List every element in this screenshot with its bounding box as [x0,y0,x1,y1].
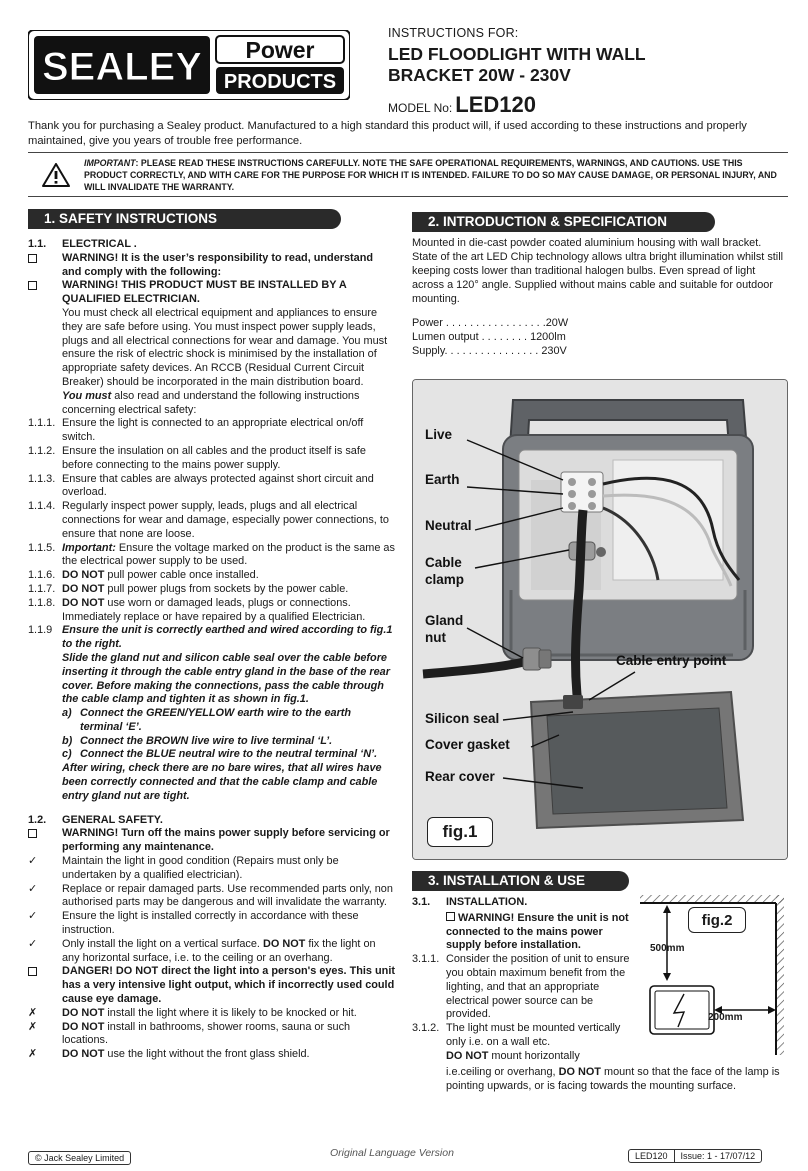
installation-instructions: 3.1. INSTALLATION. WARNING! Ensure the unit is not connected to the mains power supply before installation. 3.1.1. Consider the position of unit to ensure you obtain maximum benefit from the lighting, and that an appropriate electrical power source can be provided. 3.1.2. The light must be mounted vertically only i.e. on a wall etc. DO NOT mount horizontally [412,896,630,1062]
wiring-photo-illustration [413,380,788,860]
tick-icon: ✓ [28,882,38,895]
product-description: Mounted in die-cast powder coated aluminium housing with wall bracket. State of the art LED Chip technology allows ultra bright illumination whilst still keeping costs lower than traditional halogen bulbs. Even spread of light across a 120° angle. Supplied without mains cable and suitable for outdoor mounting. [412,237,784,305]
logo-products-text: PRODUCTS [223,71,337,93]
cross-icon: ✗ [28,1006,38,1019]
figure-2-mounting-clearance [636,893,788,1058]
figure-2-tag: fig.2 [688,907,746,933]
intro-paragraph: Thank you for purchasing a Sealey product. Manufactured to a high standard this product will, if used according to these instructions and properly maintained, give you years of trouble free performance. [28,120,747,147]
sealey-logo [28,30,350,100]
spec-row-power: Power . . . . . . . . . . . . . . . . .20W [412,317,569,329]
spec-row-supply: Supply. . . . . . . . . . . . . . . . 230V [412,345,567,357]
warning-triangle-icon [28,163,84,187]
label-gland-nut: Gland nut [425,613,464,645]
figure-1-tag: fig.1 [427,817,493,847]
label-silicon-seal: Silicon seal [425,711,500,726]
checkbox-icon [446,912,455,921]
checkbox-icon [28,254,37,263]
checkbox-icon [28,829,37,838]
tick-icon: ✓ [28,910,38,923]
safety-instructions: 1.1. ELECTRICAL . WARNING! It is the user’s responsibility to read, understand and comply with the following: WARNING! THIS PRODUCT MUST BE INSTALLED BY A QUALIFIED ELECTRICIAN. You must check all electrical equipment and appliances to ensure they are safe before using. You must inspect power supply leads, plugs and all electrical connections for wear and damage. You must ensure the risk of electric shock is minimised by the installation of appropriate safety devices. An RCCB (Residual Current Circuit Breaker) should be incorporated in the main distribution board. You must also read and understand the following instructions concerning electrical safety: 1.1.1. Ensure the light is connected to an appropriate electrical on/off switch. 1.1.2. Ensure the insulation on all cables and the product itself is safe before connecting to the mains power supply. 1.1.3. Ensure that cables are always protected against short circuit and overload. 1.1.4. Regularly inspect power supply, leads, plugs and all electrical connections for wear and damage, especially power connections, to ensure that none are loose. 1.1.5. Important: Ensure the voltage marked on the product is the same as the electrical power supply to be used. 1.1.6. DO NOT pull power cable once installed. 1.1.7. DO NOT pull power plugs from sockets by the power cable. 1.1.8. DO NOT use worn or damaged leads, plugs or connections. Immediately replace or have repaired by a qualified Electrician. 1.1.9 Ensure the unit is correctly earthed and wired according to fig.1 to the right. Slide the gland nut and silicon cable seal over the cable before inserting it through the cable entry gland in the base of the rear cover. Before making the connections, pass the cable through the cable clamp and tighten it as shown in fig.1. a) Connect the GREEN/YELLOW earth wire to the earth terminal ‘E’. b) Connect the BROWN live wire to live terminal ‘L’. c) Connect the BLUE neutral wire to the neutral terminal ‘N’. After wiring, check there are no bare wires, that all wires have been correctly connected and that the cable clamp and cable entry gland nut are tight. 1.2. GENERAL SAFETY. WARNING! Turn off the mains power supply before servicing or performing any maintenance. ✓ Maintain the light in good condition (Repairs must only be undertaken by a qualified electrician). ✓ Replace or repair damaged parts. Use recommended parts only, non authorised parts may be dangerous and will invalidate the warranty. ✓ Ensure the light is installed correctly in accordance with these instruction. ✓ Only install the light on a vertical surface. DO NOT fix the light on any horizontal surface, i.e. to the ceiling or an overhang. DANGER! DO NOT direct the light into a person's eyes. This unit has a very intensive light output, which if incorrectly used could cause eye damage. ✗ DO NOT install the light where it is likely to be knocked or hit. ✗ DO NOT install in bathrooms, shower rooms, sauna or such locations. ✗ DO NOT use the light without the front glass shield. [28,238,395,1061]
spec-row-lumen: Lumen output . . . . . . . . 1200lm [412,331,566,343]
original-language-note: Original Language Version [330,1147,454,1159]
figure-1-wiring [412,379,788,860]
instructions-for-label: INSTRUCTIONS FOR: [388,26,519,40]
label-cover-gasket: Cover gasket [425,737,510,752]
clearance-500mm: 500mm [650,943,685,954]
footer-model: LED120 [635,1151,668,1161]
section-1-header: 1. SAFETY INSTRUCTIONS [28,209,341,229]
tick-icon: ✓ [28,855,38,868]
logo-brand-text: SEALEY [41,45,203,89]
label-cable-clamp: Cable clamp [425,555,465,587]
introduction-specification [412,236,788,358]
issue-box [628,1149,762,1163]
label-live: Live [425,427,453,442]
installation-continued: i.e.ceiling or overhang, DO NOT mount so that the face of the lamp is pointing upwards, or is facing towards the mounting surface. [446,1066,780,1092]
spec-list [412,316,788,358]
checkbox-icon [28,967,37,976]
logo-power-text: Power [245,37,315,63]
label-earth: Earth [425,472,460,487]
product-title: LED FLOODLIGHT WITH WALL BRACKET 20W - 230V [388,44,646,85]
checkbox-icon [28,281,37,290]
document-header [388,26,788,118]
label-rear-cover: Rear cover [425,769,495,784]
footer-issue: Issue: 1 - 17/07/12 [674,1150,762,1162]
model-number: MODEL No: LED120 [388,92,536,117]
label-neutral: Neutral [425,518,472,533]
section-2-header: 2. INTRODUCTION & SPECIFICATION [412,212,715,232]
cross-icon: ✗ [28,1020,38,1033]
tick-icon: ✓ [28,937,38,950]
important-notice: IMPORTANT: PLEASE READ THESE INSTRUCTIONS CAREFULLY. NOTE THE SAFE OPERATIONAL REQUIREMENTS, WARNINGS, AND CAUTIONS. USE THIS PRODUCT CORRECTLY, AND WITH CARE FOR THE PURPOSE FOR WHICH IT IS INTENDED. FAILURE TO DO SO MAY CAUSE DAMAGE, OR PERSONAL INJURY, AND WILL INVALIDATE THE WARRANTY. [28,152,788,197]
section-3-header: 3. INSTALLATION & USE [412,871,629,891]
cross-icon: ✗ [28,1048,38,1061]
clearance-200mm: 200mm [708,1012,743,1023]
copyright-notice: © Jack Sealey Limited [28,1151,131,1165]
label-cable-entry-point: Cable entry point [616,653,727,668]
